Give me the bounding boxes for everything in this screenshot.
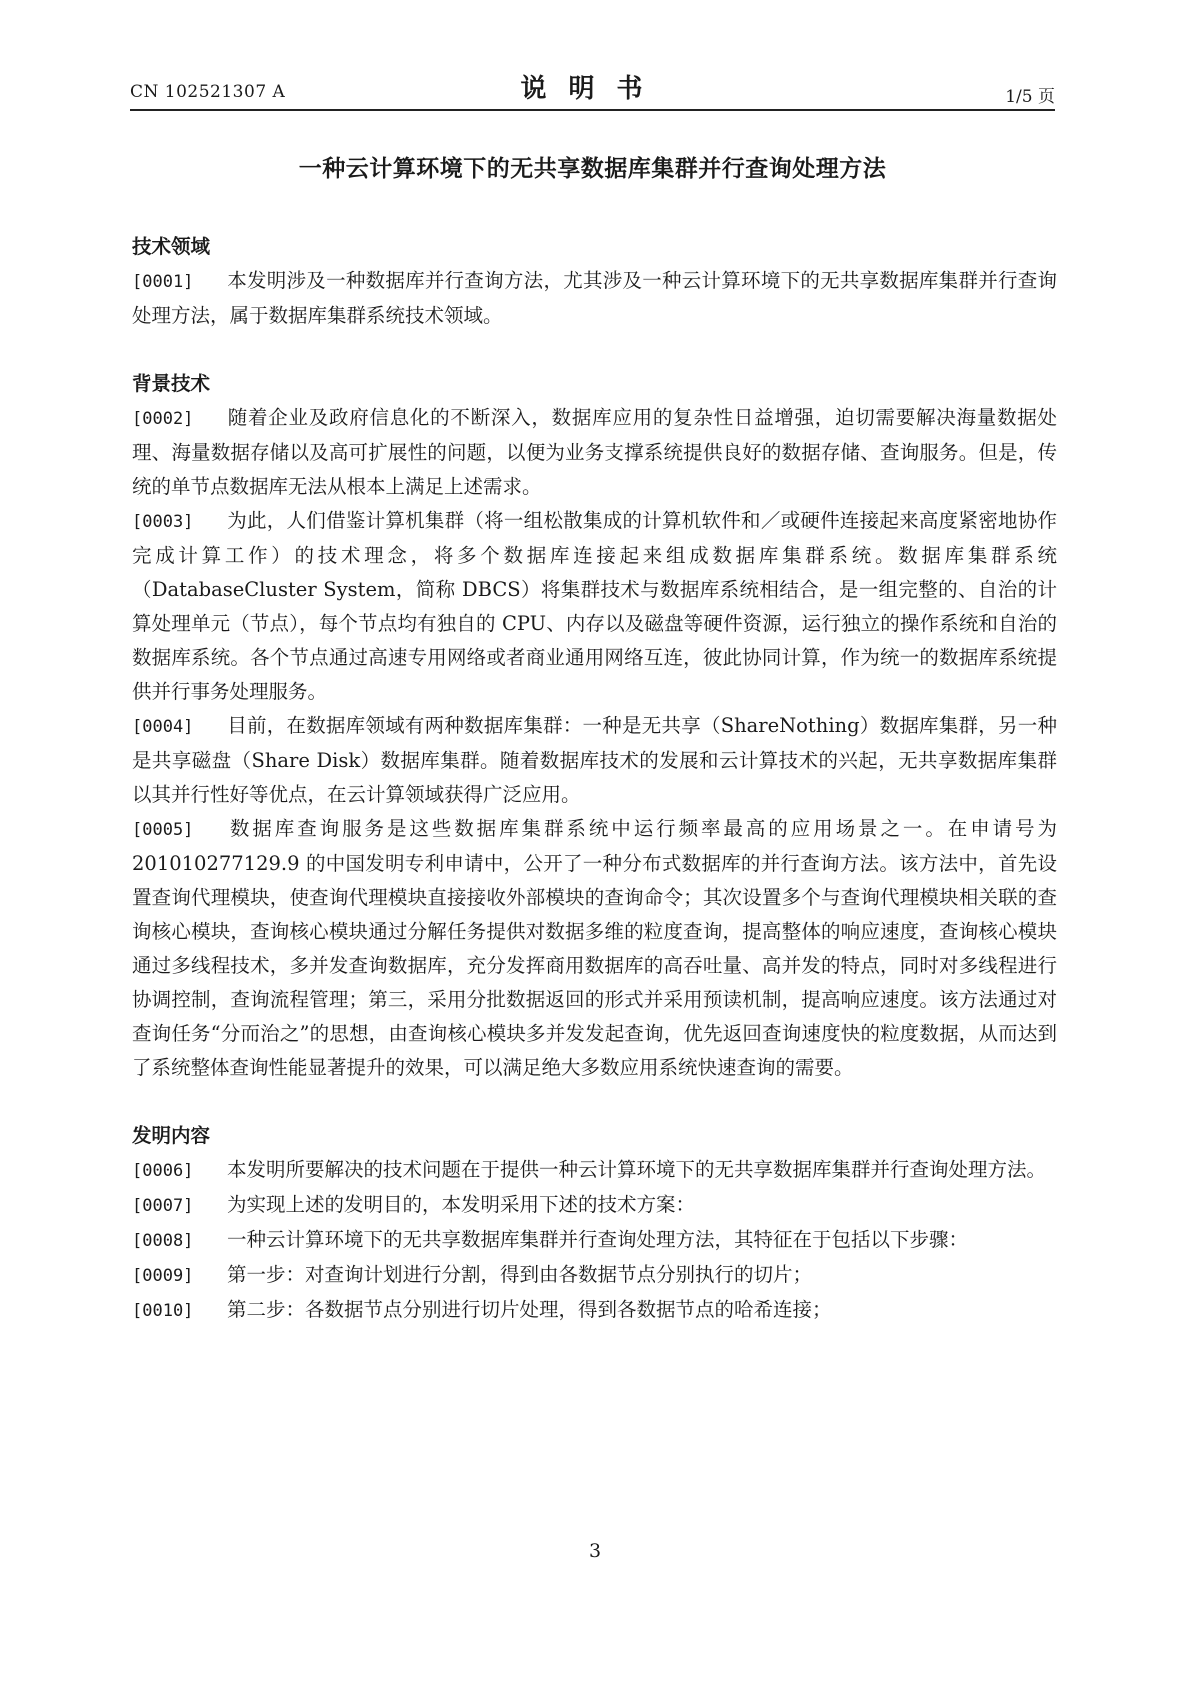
section-heading: 发明内容 <box>132 1124 211 1147</box>
section-invention-content <box>132 1119 1057 1328</box>
paragraph <box>132 709 1057 812</box>
paragraph-text: 随着企业及政府信息化的不断深入，数据库应用的复杂性日益增强，迫切需要解决海量数据处理、海量数据存储以及高可扩展性的问题，以便为业务支撑系统提供良好的数据存储、查询服务。但是，传统的单节点数据库无法从根本上满足上述需求。 <box>132 406 1057 498</box>
paragraph <box>132 1258 1057 1293</box>
document-type: 说明书 <box>520 74 665 104</box>
paragraph <box>132 1188 1057 1223</box>
paragraph-text: 一种云计算环境下的无共享数据库集群并行查询处理方法，其特征在于包括以下步骤： <box>227 1228 969 1251</box>
document-title: 一种云计算环境下的无共享数据库集群并行查询处理方法 <box>298 155 887 182</box>
section-heading: 技术领域 <box>132 235 211 258</box>
paragraph-number: [0008] <box>132 1231 194 1251</box>
document-body <box>132 230 1057 1328</box>
paragraph-number: [0003] <box>132 512 194 532</box>
paragraph <box>132 1223 1057 1258</box>
paragraph <box>132 812 1057 1085</box>
paragraph <box>132 1293 1057 1328</box>
publication-number: CN 102521307 A <box>130 82 286 102</box>
paragraph-number: [0010] <box>132 1301 194 1321</box>
paragraph-number: [0002] <box>132 409 194 429</box>
paragraph-number: [0009] <box>132 1266 194 1286</box>
paragraph <box>132 264 1057 333</box>
paragraph-text: 第一步：对查询计划进行分割，得到由各数据节点分别执行的切片； <box>227 1263 813 1286</box>
paragraph-text: 本发明涉及一种数据库并行查询方法，尤其涉及一种云计算环境下的无共享数据库集群并行查询处理方法，属于数据库集群系统技术领域。 <box>132 269 1057 327</box>
paragraph-number: [0001] <box>132 272 194 292</box>
paragraph-text: 目前，在数据库领域有两种数据库集群：一种是无共享（ShareNothing）数据库集群，另一种是共享磁盘（Share Disk）数据库集群。随着数据库技术的发展和云计算技术的兴起，无共享数据库集群以其并行性好等优点，在云计算领域获得广泛应用。 <box>132 714 1057 806</box>
section-heading: 背景技术 <box>132 372 211 395</box>
header-divider <box>130 109 1055 111</box>
paragraph-number: [0004] <box>132 717 194 737</box>
paragraph-number: [0005] <box>132 820 194 840</box>
paragraph-number: [0006] <box>132 1161 194 1181</box>
section-background <box>132 367 1057 1085</box>
section-technical-field <box>132 230 1057 333</box>
paragraph <box>132 1153 1057 1188</box>
paragraph <box>132 504 1057 709</box>
paragraph <box>132 401 1057 504</box>
paragraph-text: 本发明所要解决的技术问题在于提供一种云计算环境下的无共享数据库集群并行查询处理方法。 <box>227 1158 1047 1181</box>
paragraph-number: [0007] <box>132 1196 194 1216</box>
paragraph-text: 为实现上述的发明目的，本发明采用下述的技术方案： <box>227 1193 696 1216</box>
paragraph-text: 第二步：各数据节点分别进行切片处理，得到各数据节点的哈希连接； <box>227 1298 832 1321</box>
page-count: 1/5 页 <box>1005 87 1055 107</box>
paragraph-text: 为此，人们借鉴计算机集群（将一组松散集成的计算机软件和／或硬件连接起来高度紧密地协作完成计算工作）的技术理念，将多个数据库连接起来组成数据库集群系统。数据库集群系统（DatabaseCluster System，简称 DBCS）将集群技术与数据库系统相结合，是一组完整的、自治的计算处理单元（节点），每个节点均有独自的 CPU、内存以及磁盘等硬件资源，运行独立的操作系统和自治的数据库系统。各个节点通过高速专用网络或者商业通用网络互连，彼此协同计算，作为统一的数据库系统提供并行事务处理服务。 <box>132 509 1057 703</box>
paragraph-text: 数据库查询服务是这些数据库集群系统中运行频率最高的应用场景之一。在申请号为 201010277129.9 的中国发明专利申请中，公开了一种分布式数据库的并行查询方法。该方法中，首先设置查询代理模块，使查询代理模块直接接收外部模块的查询命令；其次设置多个与查询代理模块相关联的查询核心模块，查询核心模块通过分解任务提供对数据多维的粒度查询，提高整体的响应速度，查询核心模块通过多线程技术，多并发查询数据库，充分发挥商用数据库的高吞吐量、高并发的特点，同时对多线程进行协调控制，查询流程管理；第三，采用分批数据返回的形式并采用预读机制，提高响应速度。该方法通过对查询任务“分而治之”的思想，由查询核心模块多并发发起查询，优先返回查询速度快的粒度数据，从而达到了系统整体查询性能显著提升的效果，可以满足绝大多数应用系统快速查询的需要。 <box>132 817 1057 1079</box>
page-number: 3 <box>588 1540 602 1562</box>
page-header <box>130 68 1055 108</box>
